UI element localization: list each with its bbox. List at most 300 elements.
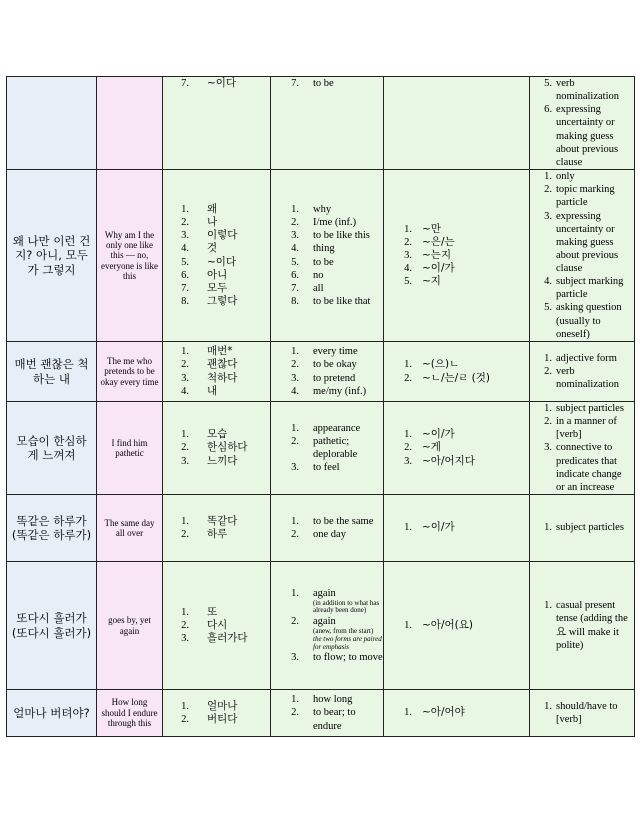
vocab-meaning-item xyxy=(283,295,383,308)
vocab-word-item xyxy=(173,229,270,242)
vocab-word-number: 2. xyxy=(181,217,189,229)
vocab-meaning-number: 5. xyxy=(291,256,299,268)
vocab-meaning-item xyxy=(283,77,383,90)
grammar-point-list xyxy=(384,358,529,384)
vocab-word-text: 똑같다 xyxy=(207,514,238,527)
grammar-meaning-number: 1. xyxy=(544,522,552,534)
grammar-meaning-list xyxy=(530,521,634,534)
vocab-word-text: 느끼다 xyxy=(207,454,238,467)
vocab-word-text: 아니 xyxy=(207,268,228,281)
vocab-word-cell xyxy=(163,170,271,342)
grammar-meaning-item xyxy=(536,700,628,726)
vocab-meaning-item xyxy=(283,706,383,732)
vocab-meaning-number: 4. xyxy=(291,385,299,397)
grammar-point-item xyxy=(396,236,529,249)
english-translation-cell xyxy=(97,342,163,402)
vocab-meaning-item xyxy=(283,615,383,651)
korean-lyric-cell xyxy=(7,170,97,342)
vocab-meaning-text: how long xyxy=(313,694,353,706)
vocab-meaning-text: to be xyxy=(313,78,334,89)
vocab-word-number: 3. xyxy=(181,455,189,467)
vocab-word-item xyxy=(173,428,270,441)
vocab-word-number: 1. xyxy=(181,606,189,618)
vocab-word-text: 것 xyxy=(207,242,218,255)
grammar-meaning-number: 1. xyxy=(544,352,552,364)
grammar-point-item xyxy=(396,521,529,534)
vocab-meaning-number: 3. xyxy=(291,372,299,384)
vocab-word-number: 8. xyxy=(181,295,189,307)
vocab-word-text: 나 xyxy=(207,216,218,229)
korean-lyric-cell xyxy=(7,342,97,402)
grammar-point-item xyxy=(396,441,529,454)
grammar-point-item xyxy=(396,358,529,371)
vocab-meaning-cell xyxy=(271,495,384,562)
vocab-word-number: 1. xyxy=(181,515,189,527)
grammar-meaning-item xyxy=(536,365,628,391)
korean-lyric: 매번 괜찮은 척하는 내 xyxy=(14,357,89,386)
vocab-meaning-item xyxy=(283,461,383,474)
vocab-word-list xyxy=(163,606,270,645)
grammar-point-text: ~아/어(요) xyxy=(422,618,473,631)
vocab-word-number: 3. xyxy=(181,633,189,645)
vocab-meaning-text: one day xyxy=(313,529,346,540)
vocab-meaning-text: to be okay xyxy=(313,359,357,371)
vocab-meaning-cell xyxy=(271,170,384,342)
vocab-word-number: 1. xyxy=(181,429,189,441)
vocab-word-item xyxy=(173,77,270,90)
vocab-meaning-number: 1. xyxy=(291,422,299,434)
grammar-point-number: 1. xyxy=(404,359,412,371)
korean-lyric: 왜 나만 이런 건지? 아니, 모두가 그렇지 xyxy=(12,233,91,277)
grammar-meaning-text: adjective form xyxy=(556,352,617,364)
vocab-meaning-text: thing xyxy=(313,243,335,255)
grammar-point-text: ~지 xyxy=(422,275,441,288)
vocab-word-text: 얼마나 xyxy=(207,699,238,712)
vocab-meaning-item xyxy=(283,256,383,269)
vocab-meaning-cell xyxy=(271,690,384,737)
vocab-meaning-number: 3. xyxy=(291,230,299,242)
grammar-meaning-text: expressing uncertainty or making guess about previous clause xyxy=(556,104,619,168)
vocab-meaning-number: 4. xyxy=(291,243,299,255)
vocab-meaning-text: again xyxy=(313,616,336,628)
grammar-meaning-text: connective to predicates that indicate change or an increase xyxy=(556,442,622,493)
vocab-meaning-item xyxy=(283,229,383,242)
vocab-word-list xyxy=(163,345,270,398)
vocab-meaning-number: 1. xyxy=(291,346,299,358)
vocab-meaning-list xyxy=(271,345,383,398)
grammar-meaning-item xyxy=(536,301,628,340)
grammar-point-number: 1. xyxy=(404,223,412,235)
grammar-meaning-item xyxy=(536,415,628,441)
vocab-word-number: 7. xyxy=(181,282,189,294)
vocab-meaning-item xyxy=(283,203,383,216)
vocab-meaning-number: 8. xyxy=(291,295,299,307)
vocab-meaning-item xyxy=(283,651,383,664)
table-row xyxy=(7,170,635,342)
grammar-point-list xyxy=(384,619,529,632)
vocab-word-item xyxy=(173,528,270,541)
vocab-word-number: 7. xyxy=(181,78,189,89)
grammar-point-number: 1. xyxy=(404,619,412,631)
grammar-point-cell xyxy=(384,77,530,170)
grammar-point-list xyxy=(384,521,529,534)
vocab-meaning-text: to be the same xyxy=(313,515,374,527)
vocab-meaning-item xyxy=(283,216,383,229)
english-translation: goes by, yet again xyxy=(108,615,151,636)
korean-lyric: 똑같은 하루가 (똑같은 하루가) xyxy=(11,513,92,542)
vocab-meaning-list xyxy=(271,77,383,90)
grammar-point-cell xyxy=(384,690,530,737)
grammar-meaning-item xyxy=(536,103,628,169)
vocab-meaning-italic-note: the two forms are paired for emphasis xyxy=(313,634,382,651)
grammar-meaning-number: 1. xyxy=(544,600,552,612)
grammar-meaning-text: should/have to [verb] xyxy=(556,700,618,725)
grammar-meaning-cell xyxy=(530,342,635,402)
vocab-meaning-item xyxy=(283,358,383,371)
vocab-meaning-item xyxy=(283,422,383,435)
table-row xyxy=(7,690,635,737)
vocab-meaning-text: to bear; to endure xyxy=(313,707,356,732)
grammar-meaning-list xyxy=(530,77,634,169)
vocab-meaning-text: appearance xyxy=(313,422,361,434)
grammar-point-text: ~아/어지다 xyxy=(422,454,475,467)
vocab-meaning-number: 2. xyxy=(291,359,299,371)
vocab-word-item xyxy=(173,606,270,619)
vocab-word-item xyxy=(173,700,270,713)
vocab-word-number: 3. xyxy=(181,372,189,384)
english-translation-cell xyxy=(97,690,163,737)
vocab-meaning-cell xyxy=(271,402,384,495)
vocab-word-list xyxy=(163,428,270,467)
vocab-meaning-number: 2. xyxy=(291,707,299,719)
vocab-meaning-text: all xyxy=(313,282,324,294)
vocab-meaning-text: to feel xyxy=(313,462,340,474)
grammar-meaning-item xyxy=(536,170,628,183)
grammar-point-number: 3. xyxy=(404,249,412,261)
vocab-meaning-number: 3. xyxy=(291,462,299,474)
grammar-point-item xyxy=(396,706,529,719)
vocab-word-list xyxy=(163,515,270,541)
english-translation-cell xyxy=(97,495,163,562)
vocab-meaning-item xyxy=(283,515,383,528)
grammar-meaning-text: verb nominalization xyxy=(556,365,619,391)
grammar-meaning-number: 5. xyxy=(544,302,552,314)
grammar-meaning-item xyxy=(536,275,628,301)
grammar-meaning-text: subject marking particle xyxy=(556,276,624,301)
grammar-meaning-list xyxy=(530,599,634,652)
korean-lyric-cell xyxy=(7,562,97,690)
grammar-point-number: 1. xyxy=(404,707,412,719)
vocab-word-item xyxy=(173,372,270,385)
vocab-word-number: 5. xyxy=(181,256,189,268)
grammar-point-number: 1. xyxy=(404,429,412,441)
grammar-meaning-item xyxy=(536,521,628,534)
vocab-word-text: 왜 xyxy=(207,203,218,215)
vocab-meaning-number: 1. xyxy=(291,515,299,527)
vocab-word-text: 또 xyxy=(207,605,218,618)
vocab-meaning-item xyxy=(283,587,383,616)
vocab-meaning-item xyxy=(283,345,383,358)
vocab-meaning-text: to be xyxy=(313,256,334,268)
grammar-meaning-list xyxy=(530,170,634,341)
vocab-meaning-list xyxy=(271,587,383,665)
vocab-word-text: 척하다 xyxy=(207,371,238,384)
vocab-meaning-list xyxy=(271,422,383,475)
grammar-point-cell xyxy=(384,342,530,402)
vocab-word-item xyxy=(173,515,270,528)
grammar-meaning-text: only xyxy=(556,171,575,183)
vocab-meaning-number: 1. xyxy=(291,694,299,706)
grammar-meaning-number: 5. xyxy=(544,78,552,90)
vocab-word-item xyxy=(173,269,270,282)
vocab-word-text: 모두 xyxy=(207,281,228,294)
table-row xyxy=(7,402,635,495)
vocab-word-item xyxy=(173,455,270,468)
english-translation: The me who pretends to be okay every time xyxy=(100,355,159,387)
vocab-meaning-text: to be like that xyxy=(313,295,371,307)
grammar-point-list xyxy=(384,428,529,467)
grammar-meaning-list xyxy=(530,352,634,391)
grammar-point-text: ~아/어야 xyxy=(422,706,465,719)
grammar-meaning-number: 3. xyxy=(544,442,552,454)
grammar-point-text: ~이/가 xyxy=(422,521,455,534)
vocab-meaning-list xyxy=(271,203,383,308)
grammar-point-number: 4. xyxy=(404,263,412,275)
vocab-word-number: 4. xyxy=(181,243,189,255)
vocab-meaning-subnote: (anew, from the start) xyxy=(313,627,374,636)
grammar-point-cell xyxy=(384,170,530,342)
table-row xyxy=(7,342,635,402)
grammar-point-number: 1. xyxy=(404,522,412,534)
vocab-meaning-number: 7. xyxy=(291,78,299,89)
vocab-word-item xyxy=(173,358,270,371)
vocab-word-text: 매번* xyxy=(207,345,233,358)
korean-lyric-cell xyxy=(7,77,97,170)
vocab-word-number: 1. xyxy=(181,204,189,215)
vocab-meaning-number: 2. xyxy=(291,217,299,229)
korean-lyric: 또다시 흘러가 (또다시 흘러가) xyxy=(11,611,92,640)
grammar-point-text: ~ㄴ/는/ㄹ (것) xyxy=(422,371,490,384)
grammar-point-item xyxy=(396,275,529,288)
english-translation-cell xyxy=(97,77,163,170)
grammar-point-number: 5. xyxy=(404,276,412,288)
grammar-meaning-text: casual present tense (adding the 요 will make it polite) xyxy=(556,600,628,651)
vocab-word-cell xyxy=(163,562,271,690)
korean-lyric: 모습이 한심하게 느껴져 xyxy=(16,433,87,462)
grammar-point-text: ~(으)ㄴ xyxy=(422,358,460,371)
grammar-meaning-number: 2. xyxy=(544,416,552,428)
vocab-word-text: 모습 xyxy=(207,428,228,441)
vocab-word-number: 2. xyxy=(181,619,189,631)
korean-lyric-cell xyxy=(7,690,97,737)
grammar-meaning-list xyxy=(530,700,634,726)
vocab-meaning-number: 1. xyxy=(291,204,299,215)
vocab-meaning-subnote: (in addition to what has already been done) xyxy=(313,598,380,615)
grammar-point-item xyxy=(396,223,529,236)
vocab-word-item xyxy=(173,345,270,358)
grammar-meaning-cell xyxy=(530,690,635,737)
vocab-word-number: 4. xyxy=(181,385,189,397)
vocab-meaning-text: to pretend xyxy=(313,372,356,384)
vocab-word-number: 2. xyxy=(181,442,189,454)
grammar-point-number: 2. xyxy=(404,236,412,248)
vocab-word-text: 이렇다 xyxy=(207,229,238,242)
vocab-word-text: 한심하다 xyxy=(207,441,248,454)
grammar-point-text: ~이/가 xyxy=(422,262,455,275)
grammar-point-number: 3. xyxy=(404,455,412,467)
vocab-meaning-number: 7. xyxy=(291,282,299,294)
vocab-word-item xyxy=(173,441,270,454)
vocab-meaning-text: to be like this xyxy=(313,230,370,242)
vocab-word-text: 괜찮다 xyxy=(207,358,238,371)
grammar-meaning-item xyxy=(536,183,628,209)
grammar-meaning-text: asking question (usually to oneself) xyxy=(556,302,622,340)
vocab-word-item xyxy=(173,203,270,216)
vocab-word-cell xyxy=(163,77,271,170)
grammar-point-text: ~만 xyxy=(422,222,441,235)
grammar-point-list xyxy=(384,706,529,719)
vocab-meaning-number: 6. xyxy=(291,269,299,281)
vocab-word-number: 1. xyxy=(181,346,189,358)
grammar-meaning-cell xyxy=(530,495,635,562)
vocab-word-number: 6. xyxy=(181,269,189,281)
english-translation-cell xyxy=(97,562,163,690)
vocab-word-number: 1. xyxy=(181,700,189,712)
grammar-point-list xyxy=(384,223,529,289)
grammar-point-number: 2. xyxy=(404,372,412,384)
grammar-meaning-item xyxy=(536,441,628,494)
vocab-word-item xyxy=(173,256,270,269)
vocab-word-item xyxy=(173,295,270,308)
vocabulary-table-body xyxy=(7,77,635,737)
grammar-meaning-number: 1. xyxy=(544,171,552,183)
english-translation-cell xyxy=(97,402,163,495)
grammar-meaning-item xyxy=(536,210,628,276)
grammar-point-cell xyxy=(384,562,530,690)
korean-lyric-cell xyxy=(7,402,97,495)
vocab-meaning-text: no xyxy=(313,269,324,281)
vocab-word-text: 다시 xyxy=(207,618,228,631)
grammar-meaning-text: subject particles xyxy=(556,403,624,415)
english-translation: Why am I the only one like this — no, everyone is like this xyxy=(101,229,158,282)
grammar-meaning-text: subject particles xyxy=(556,522,624,534)
table-row xyxy=(7,77,635,170)
vocab-word-cell xyxy=(163,402,271,495)
korean-lyric: 얼마나 버텨야? xyxy=(13,705,90,720)
grammar-point-item xyxy=(396,249,529,262)
vocab-word-text: ~이다 xyxy=(207,255,237,268)
vocab-meaning-item xyxy=(283,435,383,461)
vocab-meaning-item xyxy=(283,385,383,398)
vocab-word-list xyxy=(163,700,270,726)
vocab-meaning-number: 2. xyxy=(291,529,299,540)
grammar-point-text: ~은/는 xyxy=(422,235,455,248)
grammar-point-cell xyxy=(384,402,530,495)
grammar-meaning-text: verb nominalization xyxy=(556,78,619,103)
vocab-word-text: 하루 xyxy=(207,528,228,540)
vocab-word-item xyxy=(173,713,270,726)
vocab-word-cell xyxy=(163,342,271,402)
grammar-point-text: ~게 xyxy=(422,441,441,454)
vocab-meaning-text: why xyxy=(313,204,332,215)
english-translation: I find him pathetic xyxy=(111,437,148,458)
grammar-point-item xyxy=(396,372,529,385)
vocab-word-item xyxy=(173,632,270,645)
vocab-meaning-text: to flow; to move xyxy=(313,652,383,664)
vocab-word-text: 그렇다 xyxy=(207,294,238,307)
grammar-meaning-number: 4. xyxy=(544,276,552,288)
vocab-meaning-cell xyxy=(271,77,384,170)
vocab-meaning-cell xyxy=(271,562,384,690)
grammar-point-cell xyxy=(384,495,530,562)
vocab-word-number: 2. xyxy=(181,529,189,540)
grammar-meaning-text: topic marking particle xyxy=(556,184,615,209)
grammar-meaning-number: 6. xyxy=(544,104,552,116)
grammar-meaning-text: expressing uncertainty or making guess about previous clause xyxy=(556,210,619,275)
vocab-meaning-item xyxy=(283,269,383,282)
grammar-point-item xyxy=(396,428,529,441)
grammar-meaning-cell xyxy=(530,562,635,690)
vocab-word-item xyxy=(173,619,270,632)
grammar-meaning-number: 2. xyxy=(544,365,552,377)
grammar-point-text: ~이/가 xyxy=(422,428,455,441)
grammar-meaning-item xyxy=(536,77,628,103)
grammar-point-item xyxy=(396,619,529,632)
english-translation-cell xyxy=(97,170,163,342)
grammar-point-text: ~는지 xyxy=(422,248,452,261)
vocabulary-table xyxy=(6,76,635,737)
vocab-meaning-number: 2. xyxy=(291,616,299,628)
vocab-meaning-text: me/my (inf.) xyxy=(313,385,367,397)
vocab-meaning-item xyxy=(283,372,383,385)
vocab-meaning-text: every time xyxy=(313,346,358,358)
table-row xyxy=(7,562,635,690)
vocab-meaning-item xyxy=(283,528,383,541)
grammar-meaning-cell xyxy=(530,402,635,495)
vocab-word-number: 2. xyxy=(181,714,189,725)
vocab-word-text: 내 xyxy=(207,384,218,397)
vocab-word-list xyxy=(163,77,270,90)
vocab-meaning-text: pathetic; deplorable xyxy=(313,435,358,460)
vocab-word-item xyxy=(173,282,270,295)
grammar-meaning-text: in a manner of [verb] xyxy=(556,416,617,441)
vocab-meaning-text: I/me (inf.) xyxy=(313,217,357,229)
grammar-meaning-number: 2. xyxy=(544,184,552,196)
vocab-meaning-item xyxy=(283,693,383,706)
vocab-meaning-text: again xyxy=(313,587,336,599)
vocab-word-text: ~이다 xyxy=(207,77,237,89)
vocab-meaning-item xyxy=(283,282,383,295)
vocab-meaning-cell xyxy=(271,342,384,402)
grammar-point-number: 2. xyxy=(404,442,412,454)
grammar-meaning-item xyxy=(536,402,628,415)
vocab-word-text: 버티다 xyxy=(207,713,238,725)
grammar-meaning-number: 3. xyxy=(544,210,552,222)
grammar-meaning-item xyxy=(536,352,628,365)
grammar-meaning-list xyxy=(530,402,634,494)
vocab-meaning-number: 3. xyxy=(291,652,299,664)
grammar-meaning-cell xyxy=(530,170,635,342)
table-row xyxy=(7,495,635,562)
vocab-word-item xyxy=(173,385,270,398)
vocab-word-text: 흘러가다 xyxy=(207,632,248,645)
vocab-meaning-number: 1. xyxy=(291,587,299,599)
vocab-meaning-list xyxy=(271,693,383,732)
vocab-word-cell xyxy=(163,495,271,562)
grammar-meaning-number: 1. xyxy=(544,403,552,415)
grammar-point-item xyxy=(396,262,529,275)
grammar-point-item xyxy=(396,455,529,468)
